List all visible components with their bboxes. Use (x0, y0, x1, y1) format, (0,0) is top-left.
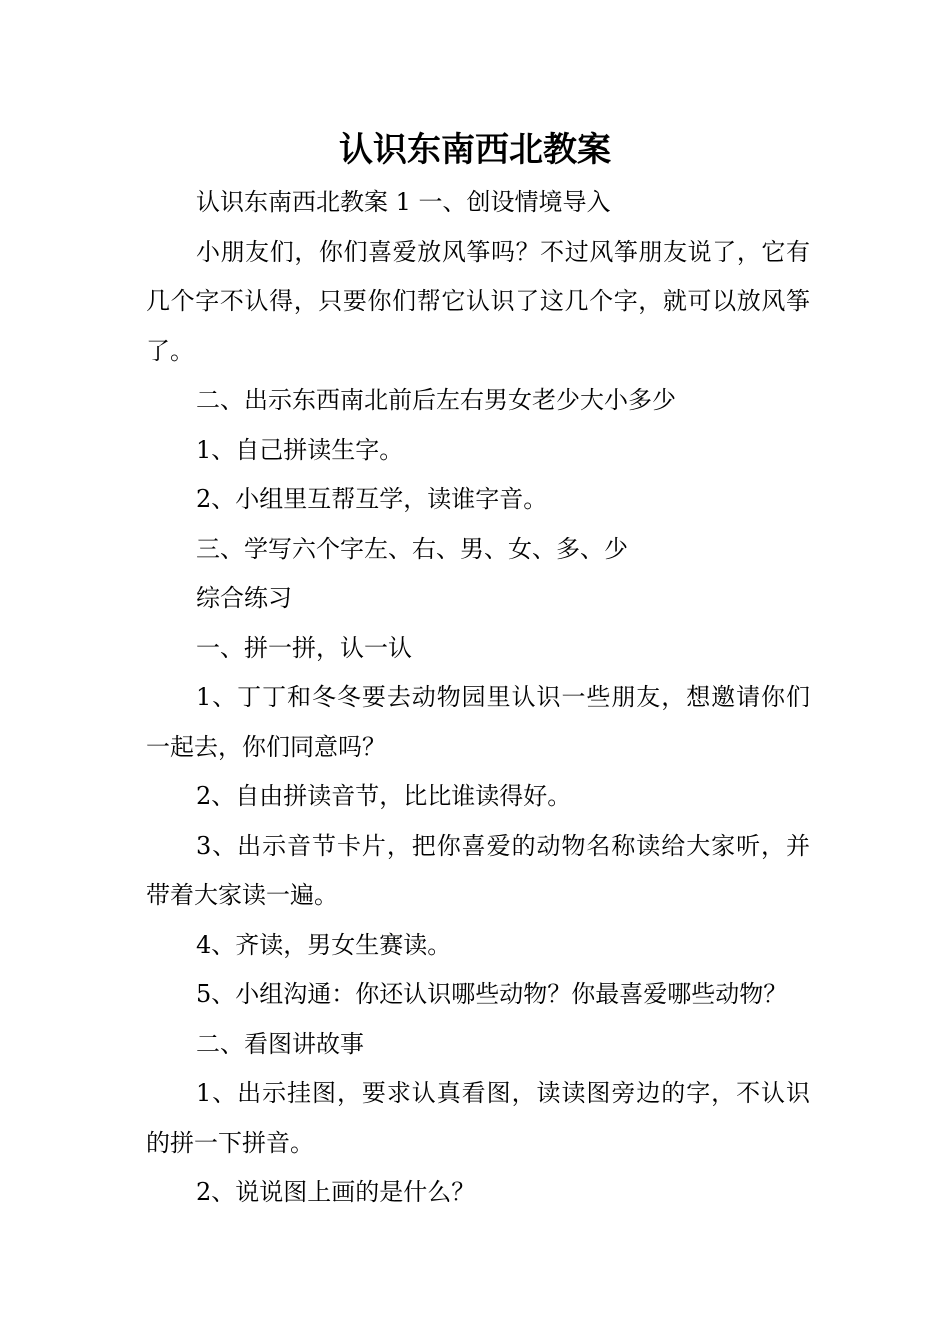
paragraph: 2、自由拼读音节，比比谁读得好。 (196, 782, 572, 810)
paragraph: 综合练习 (196, 584, 292, 612)
paragraph: 1、自己拼读生字。 (196, 435, 404, 464)
paragraph: 小朋友们，你们喜爱放风筝吗？不过风筝朋友说了，它有几个字不认得，只要你们帮它认识了这几个字，就可以放风筝了。 (146, 237, 810, 365)
document-body (146, 178, 810, 1218)
paragraph: 2、说说图上画的是什么？ (196, 1178, 476, 1206)
paragraph: 二、看图讲故事 (196, 1029, 364, 1058)
paragraph: 一、拼一拼，认一认 (196, 633, 412, 662)
paragraph: 1、出示挂图，要求认真看图，读读图旁边的字，不认识的拼一下拼音。 (146, 1079, 810, 1157)
paragraph: 二、出示东西南北前后左右男女老少大小多少 (196, 386, 676, 414)
paragraph: 2、小组里互帮互学，读谁字音。 (196, 485, 548, 513)
document-title: 认识东南西北教案 (339, 130, 611, 170)
paragraph: 5、小组沟通：你还认识哪些动物？你最喜爱哪些动物？ (196, 980, 788, 1008)
paragraph: 3、出示音节卡片，把你喜爱的动物名称读给大家听，并带着大家读一遍。 (146, 831, 810, 909)
paragraph: 1、丁丁和冬冬要去动物园里认识一些朋友，想邀请你们一起去，你们同意吗？ (146, 683, 810, 761)
paragraph: 三、学写六个字左、右、男、女、多、少 (196, 534, 628, 563)
paragraph: 4、齐读，男女生赛读。 (196, 930, 452, 959)
paragraph: 认识东南西北教案 1 一、创设情境导入 (196, 188, 611, 216)
